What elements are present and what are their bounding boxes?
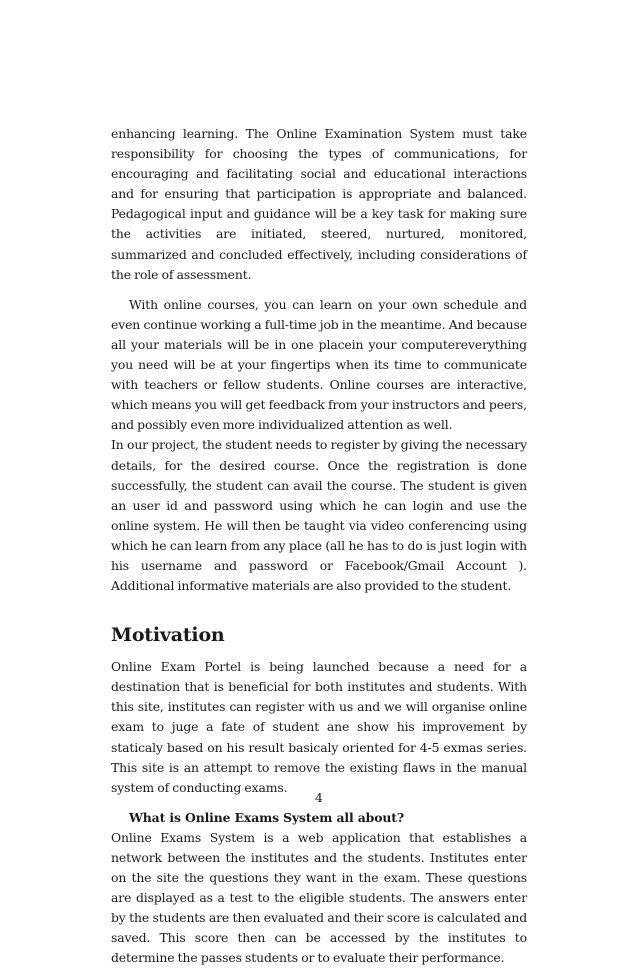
section-title-motivation: Motivation: [111, 624, 225, 647]
paragraph-system-description: Online Exams System is a web application that establishes a network between the institutes and the students. Institutes enter on the site the questions they want in the exam. These questions are displayed as a test to the eligible students. The answers enter by the students are then evaluated and their score is calculated and saved. This score then can be accessed by the institutes to determine the passes students or to evaluate their performance.: [111, 829, 527, 966]
page-number: 4: [315, 790, 323, 805]
paragraph-online-courses: With online courses, you can learn on your own schedule and even continue working a full-time job in the meantime. And because all your materials will be in one placein your computereverything you need will be at your fingertips when its time to communicate with teachers or fellow students. Online courses are interactive, which means you will get feedback from your instructors and peers, and possibly even more individualized attention as well.: [111, 296, 527, 433]
subheading-what-is-system: What is Online Exams System all about?: [129, 809, 404, 825]
paragraph-assessment: enhancing learning. The Online Examination System must take responsibility for choosing the types of communications, for encouraging and facilitating social and educational interactions and for ensuring that participation is appropriate and balanced. Pedagogical input and guidance will be a key task for making sure the activities are initiated, steered, nurtured, monitored, summarized and concluded effectively, including considerations of the role of assessment.: [111, 126, 527, 282]
paragraph-motivation: Online Exam Portel is being launched because a need for a destination that is beneficial for both institutes and students. With this site, institutes can register with us and we will organise online exam to juge a fate of student ane show his improvement by staticaly based on his result basicaly oriented for 4-5 exmas series. This site is an attempt to remove the existing flaws in the manual system of conducting exams.: [111, 659, 527, 795]
paragraph-project: In our project, the student needs to register by giving the necessary details, for the desired course. Once the registration is done successfully, the student can avail the course. The student is given an user id and password using which he can login and use the online system. He will then be taught via video conferencing using which he can learn from any place (all he has to do is just login with his username and password or Facebook/Gmail Account ). Additional informative materials are also provided to the student.: [111, 437, 527, 594]
page-content: [111, 124, 527, 969]
